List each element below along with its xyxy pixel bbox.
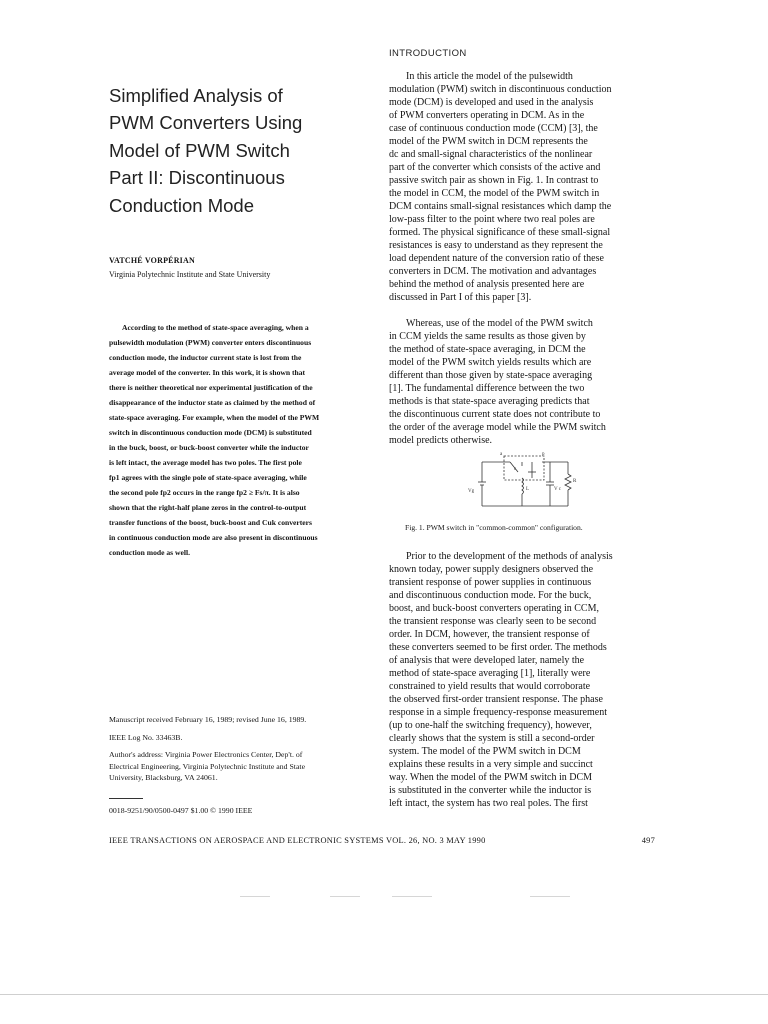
text-line: transient response of power supplies in continuous	[389, 577, 592, 588]
scan-artifact	[240, 896, 270, 897]
text-line: model of the PWM switch yields results which are	[389, 357, 592, 368]
abstract-line: is left intact, the average model has two poles. The first pole	[109, 458, 302, 467]
manuscript-footnote	[109, 714, 379, 784]
scan-artifact	[330, 896, 360, 897]
figure-label-vc: V c	[554, 487, 561, 492]
abstract-line: average model of the converter. In this work, it is shown that	[109, 368, 306, 377]
text-line: response in a simple frequency-response measurement	[389, 707, 607, 718]
text-line: behind the method of analysis presented here are	[389, 279, 585, 290]
author-affiliation: Virginia Polytechnic Institute and State University	[109, 270, 271, 279]
text-line: converters in DCM. The motivation and advantages	[389, 266, 597, 277]
figure-label-l: L	[526, 487, 530, 492]
footnote-line: Electrical Engineering, Virginia Polytechnic Institute and State	[109, 761, 306, 771]
text-line: the order of the average model while the PWM switch	[389, 422, 606, 433]
text-line: formed. The physical significance of these small-signal	[389, 227, 611, 238]
text-line: case of continuous conduction mode (CCM) [3], the	[389, 123, 598, 134]
text-line: left intact, the system has two real poles. The first	[389, 798, 588, 809]
text-line: order. In DCM, however, the transient response of	[389, 629, 590, 640]
abstract	[109, 320, 377, 560]
page-bottom-edge	[0, 994, 768, 995]
text-line: of analysis that were developed later, namely the	[389, 655, 585, 666]
abstract-line: pulsewidth modulation (PWM) converter enters discontinuous	[109, 338, 312, 347]
text-line: in CCM yields the same results as those given by	[389, 331, 586, 342]
text-line: dc and small-signal characteristics of the nonlinear	[389, 149, 593, 160]
text-line: Whereas, use of the model of the PWM switch	[406, 318, 593, 329]
text-line: resistances is easy to understand as they represent the	[389, 240, 603, 251]
paper-title	[109, 82, 349, 219]
text-line: [1]. The fundamental difference between the two	[389, 383, 585, 394]
figure-label-r: R	[573, 479, 577, 484]
footnote-line: IEEE Log No. 33463B.	[109, 732, 183, 742]
abstract-line: state-space averaging. For example, when the model of the PWM	[109, 413, 320, 422]
scan-artifact	[530, 896, 570, 897]
text-line: the model in CCM, the model of the PWM switch in	[389, 188, 600, 199]
text-line: Prior to the development of the methods of analysis	[406, 551, 613, 562]
text-line: way. When the model of the PWM switch in DCM	[389, 772, 593, 783]
abstract-line: there is neither theoretical nor experimental justification of the	[109, 383, 313, 392]
text-line: explains these results in a very simple and succinct	[389, 759, 593, 770]
abstract-line: in the buck, boost, or buck-boost converter while the inductor	[109, 443, 309, 452]
text-line: the method of state-space averaging, in DCM the	[389, 344, 586, 355]
title-line: Model of PWM Switch	[109, 139, 290, 161]
abstract-line: conduction mode, the inductor current state is lost from the	[109, 353, 302, 362]
text-line: these converters seemed to be first order. The methods	[389, 642, 607, 653]
text-line: low-pass filter to the point where two real poles are	[389, 214, 595, 225]
text-line: of PWM converters operating in DCM. As in the	[389, 110, 585, 121]
copyright-line: 0018-9251/90/0500-0497 $1.00 © 1990 IEEE	[109, 806, 253, 815]
page-number: 497	[641, 836, 655, 845]
journal-name: IEEE TRANSACTIONS ON AEROSPACE AND ELECTRONIC SYSTEMS VOL. 26, NO. 3 MAY 1990	[109, 836, 486, 845]
abstract-line: shown that the right-half plane zeros in the control-to-output	[109, 503, 307, 512]
text-line: mode (DCM) is developed and used in the analysis	[389, 97, 594, 108]
figure-label-a: a	[500, 452, 503, 457]
figure-label-vg: Vg	[468, 489, 475, 494]
text-line: is substituted in the converter while the inductor is	[389, 785, 592, 796]
abstract-line: fp1 agrees with the single pole of state-space averaging, while	[109, 473, 307, 482]
abstract-line: conduction mode as well.	[109, 548, 191, 557]
intro-paragraph-1	[389, 70, 659, 304]
text-line: system. The model of the PWM switch in DCM	[389, 746, 581, 757]
text-line: the transient response was clearly seen to be second	[389, 616, 597, 627]
abstract-line: in continuous conduction mode are also present in discontinuous	[109, 533, 318, 542]
text-line: and discontinuous conduction mode. For the buck,	[389, 590, 592, 601]
abstract-line: the second pole fp2 occurs in the range fp2 ≥ Fs/π. It is also	[109, 488, 300, 497]
journal-footer	[109, 836, 655, 845]
abstract-line: switch in discontinuous conduction mode (DCM) is substituted	[109, 428, 312, 437]
text-line: discussed in Part I of this paper [3].	[389, 292, 532, 303]
figure-label-c: c	[514, 467, 517, 472]
title-line: Part II: Discontinuous	[109, 167, 285, 189]
footnote-line: University, Blacksburg, VA 24061.	[109, 773, 218, 782]
abstract-line: transfer functions of the boost, buck-boost and Cuk converters	[109, 518, 312, 527]
text-line: boost, and buck-boost converters operating in CCM,	[389, 603, 599, 614]
text-line: In this article the model of the pulsewidth	[406, 71, 573, 82]
text-line: DCM contains small-signal resistances which damp the	[389, 201, 612, 212]
text-line: known today, power supply designers observed the	[389, 564, 594, 575]
text-line: clearly shows that the system is still a second-order	[389, 733, 595, 744]
text-line: model of the PWM switch in DCM represents the	[389, 136, 588, 147]
text-line: part of the converter which consists of the active and	[389, 162, 601, 173]
scan-artifact	[392, 896, 432, 897]
text-line: model predicts otherwise.	[389, 435, 493, 446]
intro-paragraph-2	[389, 317, 659, 447]
text-line: load dependent nature of the conversion ratio of these	[389, 253, 604, 264]
section-heading: INTRODUCTION	[389, 48, 467, 59]
footnote-rule	[109, 798, 143, 799]
text-line: modulation (PWM) switch in discontinuous conduction	[389, 84, 612, 95]
abstract-line: According to the method of state-space averaging, when a	[122, 323, 309, 332]
figure-caption: Fig. 1. PWM switch in "common-common" configuration.	[405, 523, 583, 532]
footnote-line: Manuscript received February 16, 1989; revised June 16, 1989.	[109, 715, 307, 724]
pwm-switch-figure	[442, 448, 582, 514]
title-line: PWM Converters Using	[109, 112, 303, 134]
footnote-line: Author's address: Virginia Power Electronics Center, Dep't. of	[109, 750, 303, 759]
text-line: methods is that state-space averaging predicts that	[389, 396, 590, 407]
text-line: the discontinuous current state does not contribute to	[389, 409, 601, 420]
title-line: Conduction Mode	[109, 194, 255, 216]
intro-paragraph-3	[389, 550, 659, 810]
text-line: constrained to yield results that would corroborate	[389, 681, 591, 692]
text-line: different than those given by state-space averaging	[389, 370, 593, 381]
figure-label-p: p	[542, 452, 545, 457]
text-line: method of state-space averaging [1], literally were	[389, 668, 591, 679]
author-name: VATCHÉ VORPÉRIAN	[109, 256, 195, 265]
text-line: the observed first-order transient response. The phase	[389, 694, 603, 705]
text-line: passive switch pair as shown in Fig. 1. In contrast to	[389, 175, 599, 186]
title-line: Simplified Analysis of	[109, 85, 283, 106]
text-line: (up to one-half the switching frequency), however,	[389, 720, 592, 731]
abstract-line: disappearance of the inductor state as claimed by the method of	[109, 398, 316, 407]
